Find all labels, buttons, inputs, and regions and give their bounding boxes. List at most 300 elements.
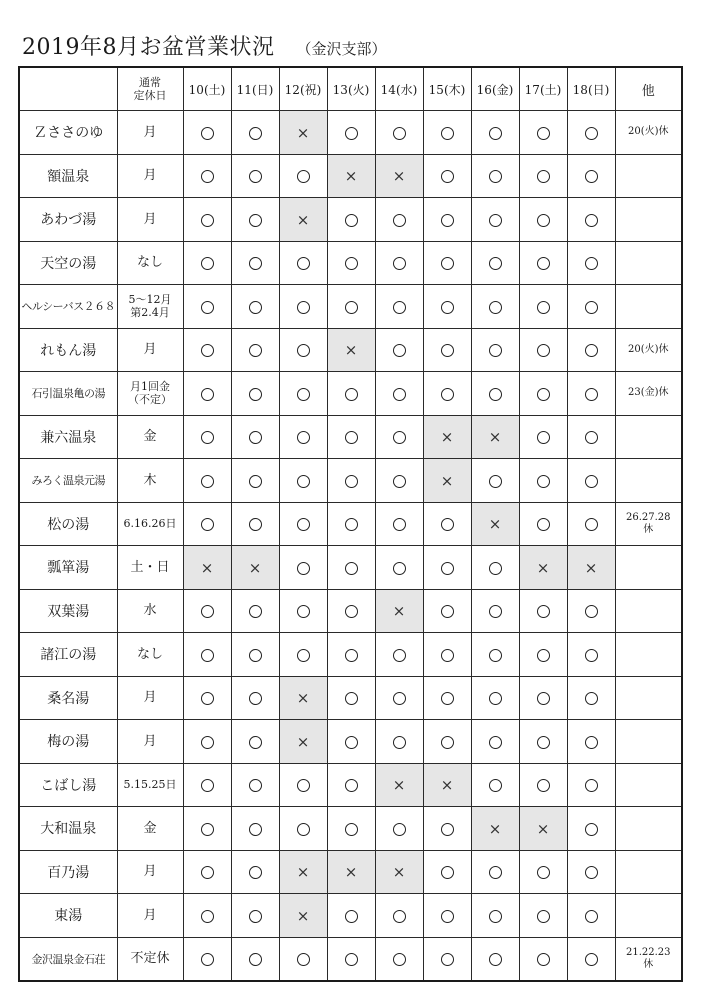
open-mark-icon <box>441 910 454 923</box>
open-mark-icon <box>585 692 598 705</box>
day-status-open <box>327 546 375 590</box>
other-note <box>615 720 682 764</box>
day-status-open <box>183 198 231 242</box>
open-mark-icon <box>441 823 454 836</box>
table-row <box>19 807 682 851</box>
closed-mark-icon: × <box>536 558 550 577</box>
open-mark-icon <box>345 736 358 749</box>
open-mark-icon <box>201 344 214 357</box>
open-mark-icon <box>585 170 598 183</box>
day-status-open <box>375 720 423 764</box>
day-status-open <box>375 894 423 938</box>
day-status-open <box>231 241 279 285</box>
header-day: 10(土) <box>183 67 231 111</box>
day-status-open <box>327 720 375 764</box>
day-status-open <box>471 285 519 329</box>
bathhouse-name: 兼六温泉 <box>19 415 117 459</box>
open-mark-icon <box>249 344 262 357</box>
closed-mark-icon: × <box>344 863 358 882</box>
open-mark-icon <box>489 127 502 140</box>
day-status-open <box>279 415 327 459</box>
day-status-open <box>183 850 231 894</box>
table-row <box>19 937 682 981</box>
day-status-open <box>327 198 375 242</box>
closed-mark-icon: × <box>488 428 502 447</box>
open-mark-icon <box>585 823 598 836</box>
open-mark-icon <box>537 649 550 662</box>
open-mark-icon <box>585 127 598 140</box>
open-mark-icon <box>201 127 214 140</box>
day-status-open <box>183 415 231 459</box>
bathhouse-name: あわづ湯 <box>19 198 117 242</box>
day-status-open <box>519 328 567 372</box>
day-status-closed <box>279 676 327 720</box>
day-status-open <box>327 459 375 503</box>
open-mark-icon <box>489 562 502 575</box>
open-mark-icon <box>201 475 214 488</box>
day-status-open <box>231 720 279 764</box>
closed-mark-icon: × <box>296 732 310 751</box>
day-status-open <box>423 894 471 938</box>
open-mark-icon <box>201 431 214 444</box>
regular-holiday: 金 <box>117 415 183 459</box>
open-mark-icon <box>489 475 502 488</box>
open-mark-icon <box>585 518 598 531</box>
open-mark-icon <box>537 779 550 792</box>
day-status-open <box>231 850 279 894</box>
day-status-open <box>423 285 471 329</box>
regular-holiday: 土・日 <box>117 546 183 590</box>
day-status-open <box>471 676 519 720</box>
regular-holiday: 月 <box>117 720 183 764</box>
open-mark-icon <box>489 736 502 749</box>
day-status-open <box>327 937 375 981</box>
table-row <box>19 633 682 677</box>
open-mark-icon <box>585 214 598 227</box>
open-mark-icon <box>537 170 550 183</box>
day-status-open <box>375 328 423 372</box>
day-status-open <box>375 285 423 329</box>
day-status-open <box>327 807 375 851</box>
day-status-open <box>375 502 423 546</box>
bathhouse-name: 天空の湯 <box>19 241 117 285</box>
day-status-open <box>183 372 231 416</box>
open-mark-icon <box>393 388 406 401</box>
other-note: 20(火)休 <box>615 328 682 372</box>
day-status-open <box>231 807 279 851</box>
day-status-open <box>519 372 567 416</box>
day-status-open <box>423 546 471 590</box>
open-mark-icon <box>585 953 598 966</box>
open-mark-icon <box>441 736 454 749</box>
day-status-open <box>231 763 279 807</box>
day-status-open <box>183 154 231 198</box>
open-mark-icon <box>201 910 214 923</box>
open-mark-icon <box>537 431 550 444</box>
day-status-open <box>519 589 567 633</box>
day-status-open <box>375 459 423 503</box>
day-status-closed <box>279 198 327 242</box>
day-status-open <box>231 633 279 677</box>
day-status-open <box>327 502 375 546</box>
open-mark-icon <box>345 605 358 618</box>
closed-mark-icon: × <box>440 776 454 795</box>
closed-mark-icon: × <box>200 558 214 577</box>
table-row <box>19 546 682 590</box>
day-status-open <box>567 676 615 720</box>
closed-mark-icon: × <box>536 819 550 838</box>
day-status-open <box>327 633 375 677</box>
closed-mark-icon: × <box>440 471 454 490</box>
open-mark-icon <box>201 823 214 836</box>
table-row <box>19 285 682 329</box>
other-note: 21.22.23 休 <box>615 937 682 981</box>
day-status-open <box>279 459 327 503</box>
open-mark-icon <box>585 605 598 618</box>
open-mark-icon <box>537 736 550 749</box>
bathhouse-name: 大和温泉 <box>19 807 117 851</box>
open-mark-icon <box>537 344 550 357</box>
day-status-closed <box>423 459 471 503</box>
day-status-open <box>567 894 615 938</box>
day-status-open <box>183 328 231 372</box>
day-status-open <box>279 937 327 981</box>
day-status-open <box>375 111 423 155</box>
day-status-closed <box>327 850 375 894</box>
other-note: 26.27.28 休 <box>615 502 682 546</box>
day-status-open <box>327 415 375 459</box>
open-mark-icon <box>345 257 358 270</box>
day-status-open <box>375 807 423 851</box>
regular-holiday: 木 <box>117 459 183 503</box>
open-mark-icon <box>201 518 214 531</box>
open-mark-icon <box>249 910 262 923</box>
other-note <box>615 850 682 894</box>
open-mark-icon <box>489 301 502 314</box>
table-row <box>19 763 682 807</box>
header-day: 14(水) <box>375 67 423 111</box>
open-mark-icon <box>249 388 262 401</box>
open-mark-icon <box>297 518 310 531</box>
day-status-closed <box>567 546 615 590</box>
open-mark-icon <box>201 301 214 314</box>
open-mark-icon <box>585 910 598 923</box>
open-mark-icon <box>393 823 406 836</box>
day-status-open <box>423 154 471 198</box>
open-mark-icon <box>201 866 214 879</box>
table-row <box>19 328 682 372</box>
open-mark-icon <box>585 344 598 357</box>
header-day: 16(金) <box>471 67 519 111</box>
other-note <box>615 241 682 285</box>
day-status-closed <box>327 154 375 198</box>
other-note <box>615 633 682 677</box>
open-mark-icon <box>585 475 598 488</box>
day-status-open <box>567 459 615 503</box>
closed-mark-icon: × <box>344 341 358 360</box>
open-mark-icon <box>345 388 358 401</box>
day-status-open <box>471 459 519 503</box>
day-status-open <box>279 372 327 416</box>
open-mark-icon <box>585 866 598 879</box>
closed-mark-icon: × <box>296 123 310 142</box>
header-day: 18(日) <box>567 67 615 111</box>
bathhouse-name: 金沢温泉金石荘 <box>19 937 117 981</box>
regular-holiday: 月 <box>117 111 183 155</box>
open-mark-icon <box>393 649 406 662</box>
open-mark-icon <box>393 214 406 227</box>
open-mark-icon <box>537 257 550 270</box>
day-status-open <box>279 633 327 677</box>
day-status-open <box>375 241 423 285</box>
table-row <box>19 720 682 764</box>
day-status-open <box>423 676 471 720</box>
day-status-open <box>279 285 327 329</box>
bathhouse-name: ヘルシーバス２６８ <box>19 285 117 329</box>
table-row <box>19 502 682 546</box>
open-mark-icon <box>345 823 358 836</box>
day-status-open <box>567 328 615 372</box>
closed-mark-icon: × <box>392 602 406 621</box>
regular-holiday: 月 <box>117 198 183 242</box>
day-status-open <box>423 589 471 633</box>
day-status-open <box>375 372 423 416</box>
day-status-open <box>327 589 375 633</box>
other-note <box>615 459 682 503</box>
day-status-open <box>567 415 615 459</box>
day-status-open <box>183 894 231 938</box>
open-mark-icon <box>537 605 550 618</box>
closed-mark-icon: × <box>296 689 310 708</box>
header-regular-holiday <box>117 67 183 111</box>
open-mark-icon <box>489 649 502 662</box>
day-status-open <box>183 763 231 807</box>
day-status-open <box>279 763 327 807</box>
closed-mark-icon: × <box>488 819 502 838</box>
day-status-open <box>519 894 567 938</box>
open-mark-icon <box>441 301 454 314</box>
day-status-open <box>471 894 519 938</box>
day-status-open <box>567 807 615 851</box>
open-mark-icon <box>201 605 214 618</box>
open-mark-icon <box>249 257 262 270</box>
open-mark-icon <box>489 170 502 183</box>
day-status-open <box>231 372 279 416</box>
open-mark-icon <box>489 692 502 705</box>
regular-holiday: 5～12月 第2.4月 <box>117 285 183 329</box>
open-mark-icon <box>489 344 502 357</box>
table-row <box>19 241 682 285</box>
open-mark-icon <box>537 910 550 923</box>
open-mark-icon <box>441 562 454 575</box>
day-status-open <box>327 763 375 807</box>
day-status-open <box>471 328 519 372</box>
closed-mark-icon: × <box>392 167 406 186</box>
day-status-open <box>423 502 471 546</box>
header-day: 13(火) <box>327 67 375 111</box>
bathhouse-name: 瓢箪湯 <box>19 546 117 590</box>
bathhouse-name: こばし湯 <box>19 763 117 807</box>
open-mark-icon <box>441 214 454 227</box>
open-mark-icon <box>345 475 358 488</box>
day-status-open <box>519 415 567 459</box>
open-mark-icon <box>441 344 454 357</box>
day-status-open <box>279 589 327 633</box>
other-note <box>615 763 682 807</box>
regular-holiday: 6.16.26日 <box>117 502 183 546</box>
day-status-open <box>183 937 231 981</box>
day-status-open <box>279 241 327 285</box>
bathhouse-name: 石引温泉亀の湯 <box>19 372 117 416</box>
day-status-open <box>375 633 423 677</box>
day-status-open <box>279 807 327 851</box>
open-mark-icon <box>297 301 310 314</box>
header-day: 15(木) <box>423 67 471 111</box>
open-mark-icon <box>441 388 454 401</box>
open-mark-icon <box>249 214 262 227</box>
day-status-open <box>423 372 471 416</box>
day-status-open <box>231 198 279 242</box>
open-mark-icon <box>441 953 454 966</box>
day-status-open <box>519 937 567 981</box>
table-row <box>19 850 682 894</box>
bathhouse-name: 桑名湯 <box>19 676 117 720</box>
open-mark-icon <box>585 649 598 662</box>
open-mark-icon <box>249 953 262 966</box>
closed-mark-icon: × <box>248 558 262 577</box>
day-status-open <box>519 763 567 807</box>
day-status-open <box>519 676 567 720</box>
day-status-open <box>183 720 231 764</box>
open-mark-icon <box>201 649 214 662</box>
day-status-closed <box>471 807 519 851</box>
day-status-open <box>231 589 279 633</box>
open-mark-icon <box>489 388 502 401</box>
open-mark-icon <box>249 301 262 314</box>
day-status-open <box>231 415 279 459</box>
open-mark-icon <box>345 910 358 923</box>
open-mark-icon <box>585 301 598 314</box>
day-status-open <box>519 285 567 329</box>
day-status-open <box>471 720 519 764</box>
bathhouse-name: 梅の湯 <box>19 720 117 764</box>
day-status-open <box>183 807 231 851</box>
open-mark-icon <box>345 953 358 966</box>
day-status-closed <box>279 894 327 938</box>
open-mark-icon <box>345 301 358 314</box>
open-mark-icon <box>537 692 550 705</box>
open-mark-icon <box>537 301 550 314</box>
bathhouse-name: Ｚささのゆ <box>19 111 117 155</box>
day-status-closed <box>327 328 375 372</box>
open-mark-icon <box>249 823 262 836</box>
other-note <box>615 285 682 329</box>
day-status-open <box>231 676 279 720</box>
closed-mark-icon: × <box>344 167 358 186</box>
day-status-open <box>519 198 567 242</box>
day-status-open <box>375 546 423 590</box>
regular-holiday: 不定休 <box>117 937 183 981</box>
day-status-open <box>519 111 567 155</box>
day-status-open <box>231 154 279 198</box>
bathhouse-name: 松の湯 <box>19 502 117 546</box>
open-mark-icon <box>489 953 502 966</box>
day-status-open <box>423 807 471 851</box>
day-status-open <box>327 372 375 416</box>
day-status-open <box>519 720 567 764</box>
table-row <box>19 111 682 155</box>
day-status-open <box>423 720 471 764</box>
day-status-open <box>279 328 327 372</box>
day-status-open <box>471 154 519 198</box>
open-mark-icon <box>297 170 310 183</box>
day-status-closed <box>183 546 231 590</box>
day-status-open <box>375 415 423 459</box>
day-status-open <box>471 546 519 590</box>
day-status-open <box>231 937 279 981</box>
open-mark-icon <box>249 518 262 531</box>
day-status-open <box>471 763 519 807</box>
day-status-open <box>567 241 615 285</box>
title-row <box>22 30 387 62</box>
open-mark-icon <box>249 736 262 749</box>
day-status-open <box>567 111 615 155</box>
open-mark-icon <box>489 779 502 792</box>
day-status-open <box>183 633 231 677</box>
day-status-open <box>567 285 615 329</box>
day-status-open <box>567 763 615 807</box>
open-mark-icon <box>393 475 406 488</box>
open-mark-icon <box>201 692 214 705</box>
day-status-open <box>231 111 279 155</box>
open-mark-icon <box>585 388 598 401</box>
other-note: 20(火)休 <box>615 111 682 155</box>
table-row <box>19 154 682 198</box>
regular-holiday: 月1回金 （不定） <box>117 372 183 416</box>
bathhouse-name: 諸江の湯 <box>19 633 117 677</box>
day-status-open <box>423 937 471 981</box>
open-mark-icon <box>393 518 406 531</box>
page-subtitle: （金沢支部） <box>296 40 387 58</box>
open-mark-icon <box>441 866 454 879</box>
day-status-open <box>567 198 615 242</box>
day-status-open <box>327 241 375 285</box>
open-mark-icon <box>297 344 310 357</box>
open-mark-icon <box>537 518 550 531</box>
header-name-blank <box>19 67 117 111</box>
open-mark-icon <box>537 127 550 140</box>
day-status-closed <box>279 111 327 155</box>
closed-mark-icon: × <box>296 906 310 925</box>
table-row <box>19 676 682 720</box>
open-mark-icon <box>441 649 454 662</box>
day-status-closed <box>471 415 519 459</box>
open-mark-icon <box>345 127 358 140</box>
day-status-open <box>183 241 231 285</box>
open-mark-icon <box>585 736 598 749</box>
day-status-open <box>567 502 615 546</box>
day-status-open <box>471 633 519 677</box>
day-status-open <box>375 198 423 242</box>
day-status-closed <box>375 154 423 198</box>
day-status-open <box>231 502 279 546</box>
day-status-open <box>567 372 615 416</box>
open-mark-icon <box>201 214 214 227</box>
day-status-open <box>327 111 375 155</box>
open-mark-icon <box>393 692 406 705</box>
open-mark-icon <box>441 518 454 531</box>
day-status-open <box>183 285 231 329</box>
